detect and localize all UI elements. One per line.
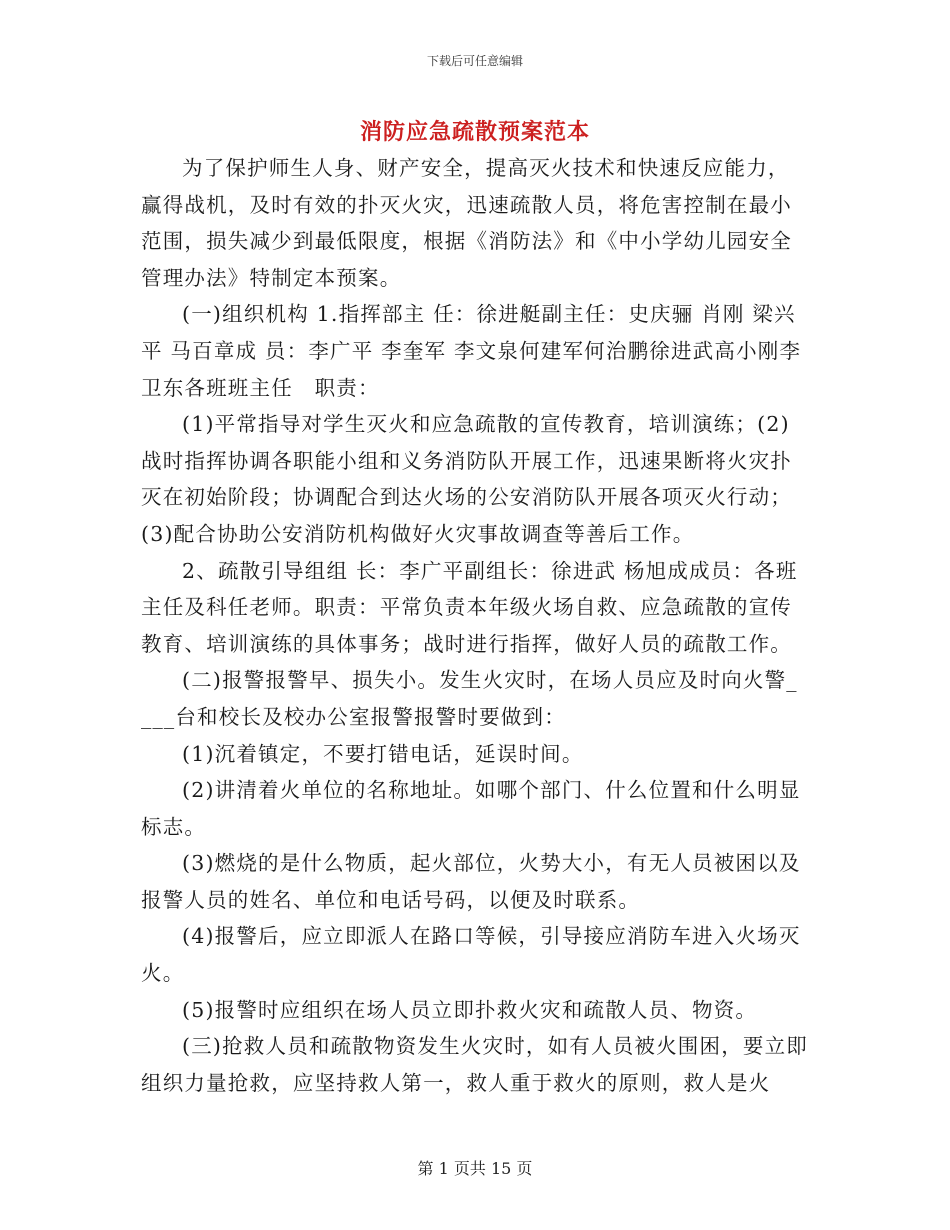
header-note: 下载后可任意编辑 <box>426 54 523 68</box>
document-body <box>141 150 809 1101</box>
paragraph-evacuation-group: 2、疏散引导组组 长：李广平副组长：徐进武 杨旭成成员：各班主任及科任老师。职责：平常负责本年级火场自救、应急疏散的宣传教育、培训演练的具体事务；战时进行指挥，做好人员的疏散工作。 <box>141 558 798 656</box>
paragraph-organization: (一)组织机构 1.指挥部主 任：徐进艇副主任：史庆骊 肖刚 梁兴平 马百章成 员：李广平 李奎军 李文泉何建军何治鹏徐进武高小刚李卫东各班班主任 职责： <box>141 302 802 400</box>
document-title: 消防应急疏散预案范本 <box>359 119 590 145</box>
paragraph-alarm-item-5: (5)报警时应组织在场人员立即扑救火灾和疏散人员、物资。 <box>182 997 758 1022</box>
paragraph-alarm-item-2: (2)讲清着火单位的名称地址。如哪个部门、什么位置和什么明显标志。 <box>141 778 801 839</box>
page-number: 第 1 页共 15 页 <box>417 1159 533 1178</box>
paragraph-intro: 为了保护师生人身、财产安全，提高灭火技术和快速反应能力，赢得战机，及时有效的扑灭火灾，迅速疏散人员，将危害控制在最小范围，损失减少到最低限度，根据《消防法》和《中小学幼儿园安全管理办法》特制定本预案。 <box>141 156 792 290</box>
paragraph-alarm-item-1: (1)沉着镇定，不要打错电话，延误时间。 <box>182 741 584 766</box>
paragraph-alarm-item-4: (4)报警后，应立即派人在路口等候，引导接应消防车进入火场灭火。 <box>141 924 801 986</box>
paragraph-alarm-item-3: (3)燃烧的是什么物质，起火部位，火势大小，有无人员被困以及报警人员的姓名、单位和电话号码，以便及时联系。 <box>141 851 801 912</box>
paragraph-alarm: (二)报警报警早、损失小。发生火灾时，在场人员应及时向火警____台和校长及校办公室报警报警时要做到： <box>141 668 798 729</box>
paragraph-command-duties: (1)平常指导对学生灭火和应急疏散的宣传教育，培训演练；(2)战时指挥协调各职能小组和义务消防队开展工作，迅速果断将火灾扑灭在初始阶段；协调配合到达火场的公安消防队开展各项灭火行动；(3)配合协助公安消防机构做好火灾事故调查等善后工作。 <box>141 412 792 546</box>
paragraph-rescue: (三)抢救人员和疏散物资发生火灾时，如有人员被火围困，要立即组织力量抢救，应坚持救人第一，救人重于救火的原则，救人是火 <box>141 1034 808 1095</box>
